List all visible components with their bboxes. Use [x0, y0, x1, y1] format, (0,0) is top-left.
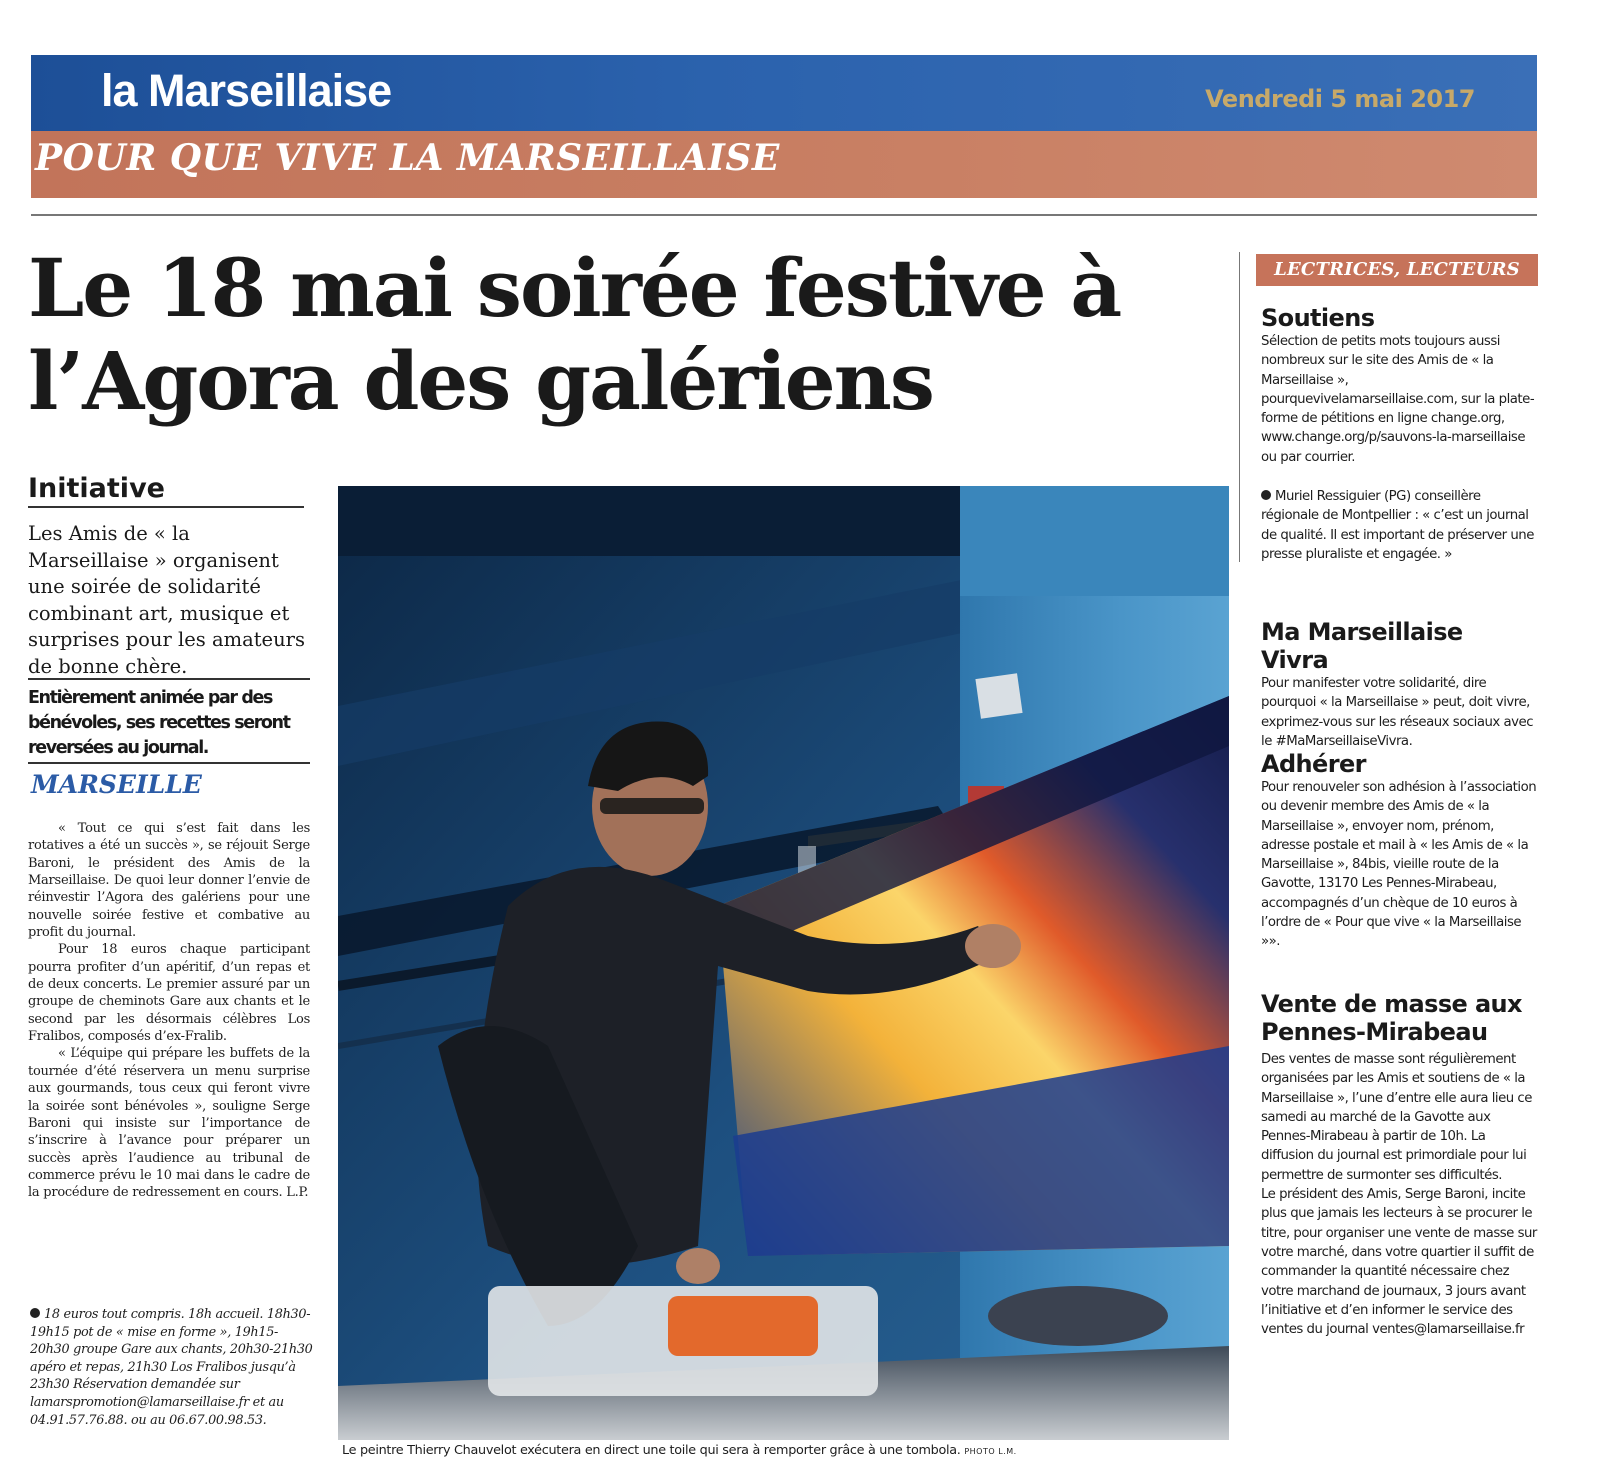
sidebar-section-adherer [1261, 750, 1537, 952]
sidebar-section-ma-marseillaise-vivra [1261, 618, 1537, 751]
sidebar-section-vente-de-masse [1261, 990, 1537, 1339]
quote-text: Muriel Ressiguier (PG) conseillère régionale de Montpellier : « c’est un journal de qualité. Il est important de préserver une presse pluraliste et engagée. » [1261, 489, 1534, 562]
article-kicker: Initiative [28, 473, 165, 504]
body-paragraph: « L’équipe qui prépare les buffets de la tournée d’été réservera un menu surprise aux gourmands, tous ceux qui feront vivre la soirée sont bénévoles », souligne Serge Baroni qui insiste sur l’importance de s’inscrire à l’avance pour préparer un succès après l’audience au tribunal de commerce prévu le 10 mai dans le cadre de la procédure de redressement en cours. L.P. [28, 1046, 310, 1201]
newspaper-logo: la Marseillaise [101, 65, 392, 116]
article-pull-quote: Entièrement animée par des bénévoles, ses recettes seront reversées au journal. [28, 688, 290, 758]
article-body [28, 820, 310, 1202]
campaign-band [31, 131, 1537, 198]
photo-credit: PHOTO L.M. [964, 1447, 1017, 1456]
masthead-divider [31, 214, 1537, 216]
campaign-title: POUR QUE VIVE LA MARSEILLAISE [35, 137, 780, 179]
issue-date: Vendredi 5 mai 2017 [1205, 85, 1475, 113]
section-title: Adhérer [1261, 750, 1366, 778]
column-divider [1239, 252, 1240, 562]
caption-text: Le peintre Thierry Chauvelot exécutera en direct une toile qui sera à remporter grâce à une tombola. [342, 1443, 961, 1458]
article-headline [28, 242, 1208, 428]
masthead-banner [31, 55, 1537, 131]
bullet-icon [30, 1308, 40, 1318]
body-paragraph: Pour 18 euros chaque participant pourra profiter d’un apéritif, d’un repas et de deux concerts. Le premier assuré par un groupe de cheminots Gare aux chants et le second par les désormais célèbres Los Fralibos, composés d’ex-Fralib. [28, 942, 310, 1045]
section-paragraph: Pour renouveler son adhésion à l’association ou devenir membre des Amis de « la Marseillaise », envoyer nom, prénom, adresse postale et mail à « les Amis de « la Marseillaise », 84bis, vieille route de la Gavotte, 13170 Les Pennes-Mirabeau, accompagnés d’un chèque de 10 euros à l’ordre de « Pour que vive « la Marseillaise »». [1261, 780, 1537, 950]
article-lead: Les Amis de « la Marseillaise » organisent une soirée de solidarité combinant art, musique et surprises pour les amateurs de bonne chère. [28, 522, 305, 678]
section-paragraph: Le président des Amis, Serge Baroni, incite plus que jamais les lecteurs à se procurer le titre, pour organiser une vente de masse sur votre marché, dans votre quartier il suffit de commander la quantité nécessaire chez votre marchand de journaux, 3 jours avant l’initiative et d’en informer le service des ventes du journal ventes@lamarseillaise.fr [1261, 1187, 1537, 1338]
pull-quote-rule [28, 762, 310, 764]
section-paragraph: Sélection de petits mots toujours aussi nombreux sur le site des Amis de « la Marseillaise », pourquevivelamarseillaise.com, sur la plate-forme de pétitions en ligne change.org, www.change.org/p/sauvons-la-marseillaise ou par courrier. [1261, 334, 1535, 465]
photo-caption [342, 1443, 1017, 1458]
body-paragraph: « Tout ce qui s’est fait dans les rotatives a été un succès », se réjouit Serge Baroni, le président des Amis de la Marseillaise. De quoi leur donner l’envie de réinvestir l’Agora des galériens pour une nouvelle soirée festive et combative au profit du journal. [28, 821, 310, 941]
event-info-text: 18 euros tout compris. 18h accueil. 18h30-19h15 pot de « mise en forme », 19h15-20h30 groupe Gare aux chants, 20h30-21h30 apéro et repas, 21h30 Los Fralibos jusqu’à 23h30 Réservation demandée sur lamarspromotion@lamarseillaise.fr et au 04.91.57.76.88. ou au 06.67.00.98.53. [30, 1307, 313, 1428]
section-paragraph: Pour manifester votre solidarité, dire pourquoi « la Marseillaise » peut, doit vivre, exprimez-vous sur les réseaux sociaux avec le #MaMarseillaiseVivra. [1261, 676, 1534, 749]
event-info [30, 1306, 315, 1429]
article-dateline: MARSEILLE [31, 770, 202, 799]
lead-rule [28, 678, 310, 680]
kicker-rule [28, 506, 304, 508]
headline-line-2: l’Agora des galériens [28, 334, 933, 428]
headline-line-1: Le 18 mai soirée festive à [28, 241, 1121, 335]
sidebar-section-soutiens [1261, 304, 1537, 564]
section-paragraph: Des ventes de masse sont régulièrement organisées par les Amis et soutiens de « la Marseillaise », l’une d’entre elle aura lieu ce samedi au marché de la Gavotte aux Pennes-Mirabeau à partir de 10h. La diffusion du journal est primordiale pour lui permettre de surmonter ses difficultés. [1261, 1052, 1532, 1183]
article-photo [338, 486, 1229, 1440]
section-title: Vente de masse aux Pennes-Mirabeau [1261, 990, 1522, 1046]
sidebar-rubric: LECTRICES, LECTEURS [1256, 254, 1538, 286]
section-title: Soutiens [1261, 304, 1375, 332]
bullet-icon [1261, 490, 1271, 500]
section-paragraph [1261, 487, 1537, 564]
section-title: Ma Marseillaise Vivra [1261, 618, 1463, 674]
